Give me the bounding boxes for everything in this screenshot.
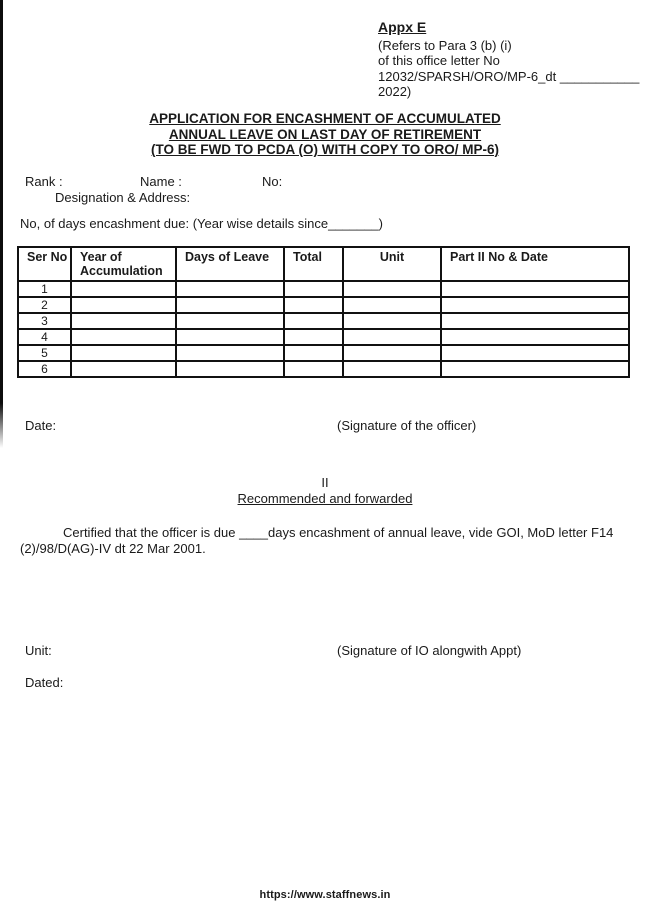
table-cell bbox=[441, 361, 629, 377]
table-cell bbox=[284, 313, 343, 329]
appx-reference-block bbox=[378, 20, 640, 100]
table-cell bbox=[176, 313, 284, 329]
table-cell bbox=[284, 329, 343, 345]
table-cell bbox=[441, 297, 629, 313]
ser-no-cell: 3 bbox=[18, 313, 71, 329]
table-row bbox=[18, 329, 629, 345]
unit-label: Unit: bbox=[25, 643, 52, 658]
form-title-line-2: ANNUAL LEAVE ON LAST DAY OF RETIREMENT bbox=[168, 126, 482, 142]
table-cell bbox=[343, 345, 441, 361]
no-label: No: bbox=[262, 174, 283, 189]
table-cell bbox=[71, 329, 176, 345]
header-total: Total bbox=[284, 247, 343, 281]
form-title bbox=[0, 111, 650, 158]
appx-ref-line-1: (Refers to Para 3 (b) (i) bbox=[378, 37, 512, 53]
table-cell bbox=[441, 281, 629, 297]
io-signature-label: (Signature of IO alongwith Appt) bbox=[337, 643, 522, 658]
dated-label: Dated: bbox=[25, 675, 64, 690]
scan-artifact-line bbox=[0, 0, 3, 448]
table-cell bbox=[343, 329, 441, 345]
form-title-line-3: (TO BE FWD TO PCDA (O) WITH COPY TO ORO/ MP-6) bbox=[150, 142, 499, 157]
header-days-of-leave: Days of Leave bbox=[176, 247, 284, 281]
header-ser-no: Ser No bbox=[18, 247, 71, 281]
appx-title: Appx E bbox=[378, 19, 427, 35]
table-cell bbox=[176, 281, 284, 297]
staffnews-watermark: https://www.staffnews.in bbox=[259, 889, 391, 901]
table-cell bbox=[441, 329, 629, 345]
table-cell bbox=[441, 345, 629, 361]
appx-ref-line-3: 12032/SPARSH/ORO/MP-6_dt ___________ bbox=[378, 68, 640, 84]
header-unit: Unit bbox=[343, 247, 441, 281]
table-cell bbox=[176, 345, 284, 361]
leave-encashment-table bbox=[17, 246, 630, 378]
appx-ref-line-2: of this office letter No bbox=[378, 53, 500, 68]
header-year-of-accumulation: Year of Accumulation bbox=[71, 247, 176, 281]
table-row bbox=[18, 281, 629, 297]
certified-line-1: Certified that the officer is due ____days encashment of annual leave, vide GOI, MoD letter F14 bbox=[63, 525, 614, 540]
table-cell bbox=[71, 313, 176, 329]
table-cell bbox=[343, 361, 441, 377]
table-cell bbox=[284, 345, 343, 361]
table-cell bbox=[71, 361, 176, 377]
table-cell bbox=[71, 345, 176, 361]
table-cell bbox=[71, 297, 176, 313]
date-label: Date: bbox=[25, 418, 57, 433]
table-cell bbox=[284, 361, 343, 377]
ser-no-cell: 4 bbox=[18, 329, 71, 345]
table-cell bbox=[176, 297, 284, 313]
form-title-line-1: APPLICATION FOR ENCASHMENT OF ACCUMULATED bbox=[149, 111, 501, 126]
table-cell bbox=[284, 281, 343, 297]
table-cell bbox=[71, 281, 176, 297]
name-label: Name : bbox=[140, 174, 182, 189]
ser-no-cell: 5 bbox=[18, 345, 71, 361]
rank-label: Rank : bbox=[25, 174, 63, 189]
ser-no-cell: 6 bbox=[18, 361, 71, 377]
ser-no-cell: 1 bbox=[18, 281, 71, 297]
appx-ref-line-4: 2022) bbox=[378, 84, 412, 99]
table-cell bbox=[343, 313, 441, 329]
table-cell bbox=[176, 329, 284, 345]
designation-address-label: Designation & Address: bbox=[55, 190, 191, 205]
table-cell bbox=[343, 281, 441, 297]
section-numeral: II bbox=[321, 475, 329, 490]
table-cell bbox=[343, 297, 441, 313]
table-row bbox=[18, 345, 629, 361]
table-cell bbox=[176, 361, 284, 377]
table-header-row bbox=[18, 247, 629, 281]
table-row bbox=[18, 361, 629, 377]
table-cell bbox=[441, 313, 629, 329]
table-row bbox=[18, 313, 629, 329]
leave-table-body bbox=[18, 281, 629, 377]
encashment-due-line: No, of days encashment due: (Year wise details since_______) bbox=[20, 216, 384, 231]
table-cell bbox=[284, 297, 343, 313]
officer-signature-label: (Signature of the officer) bbox=[337, 418, 477, 433]
recommended-heading: Recommended and forwarded bbox=[237, 491, 413, 506]
ser-no-cell: 2 bbox=[18, 297, 71, 313]
header-part-ii-no-date: Part II No & Date bbox=[441, 247, 629, 281]
table-row bbox=[18, 297, 629, 313]
certified-line-2: (2)/98/D(AG)-IV dt 22 Mar 2001. bbox=[20, 541, 206, 556]
